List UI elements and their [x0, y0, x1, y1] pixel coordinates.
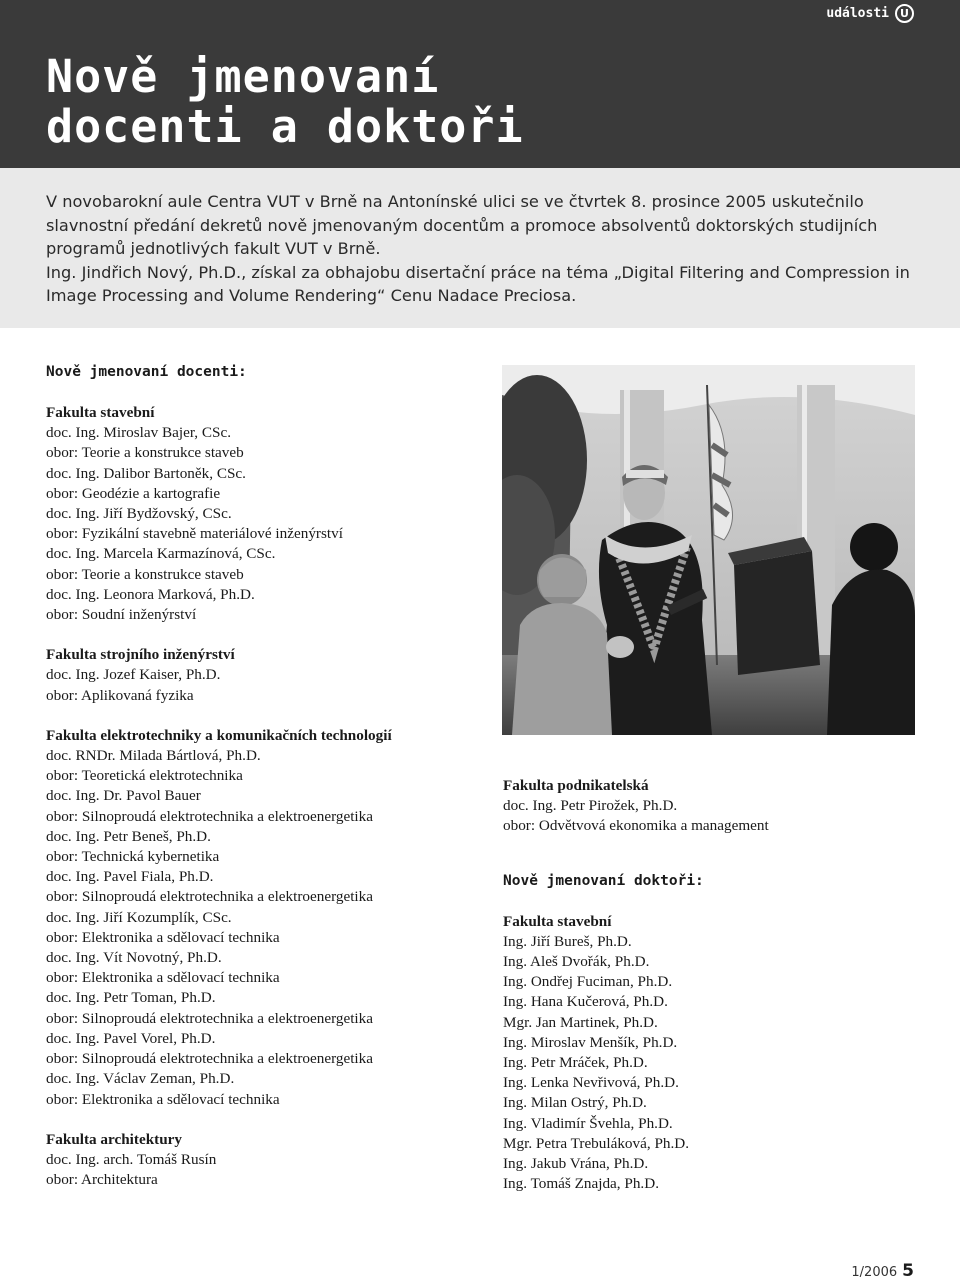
faculty-block: [503, 776, 923, 837]
list-item: doc. Ing. Dr. Pavol Bauer: [46, 787, 201, 805]
list-item: obor: Odvětvová ekonomika a management: [503, 817, 769, 835]
list-item: Ing. Jiří Bureš, Ph.D.: [503, 932, 632, 950]
list-item: Ing. Ondřej Fuciman, Ph.D.: [503, 973, 673, 991]
list-item: doc. Ing. Pavel Fiala, Ph.D.: [46, 868, 214, 886]
university-logo-icon: U: [895, 4, 914, 23]
list-item: doc. Ing. Jozef Kaiser, Ph.D.: [46, 666, 221, 684]
list-item: obor: Teorie a konstrukce staveb: [46, 444, 244, 462]
list-item: obor: Elektronika a sdělovací technika: [46, 928, 280, 946]
docenti-heading: Nově jmenovaní docenti:: [46, 364, 247, 380]
list-item: doc. Ing. Vít Novotný, Ph.D.: [46, 949, 222, 967]
docenti-column: [46, 362, 466, 1210]
list-item: obor: Soudní inženýrství: [46, 606, 197, 624]
intro-text: [46, 190, 926, 308]
list-item: Ing. Aleš Dvořák, Ph.D.: [503, 953, 650, 971]
doktori-column: [503, 776, 923, 1214]
list-item: doc. Ing. Václav Zeman, Ph.D.: [46, 1070, 235, 1088]
list-item: obor: Elektronika a sdělovací technika: [46, 1090, 280, 1108]
intro-paragraph-ceremony: V novobarokní aule Centra VUT v Brně na Antonínské ulici se ve čtvrtek 8. prosince 2005 uskutečnilo slavnostní předání dekretů nově jmenovaným docentům a promoce absolventů doktorských studijních programů jednotlivých fakult VUT v Brně.: [46, 192, 878, 258]
list-item: doc. Ing. Pavel Vorel, Ph.D.: [46, 1029, 216, 1047]
list-item: doc. Ing. Petr Toman, Ph.D.: [46, 989, 216, 1007]
faculty-block: [46, 726, 466, 1110]
list-item: obor: Silnoproudá elektrotechnika a elektroenergetika: [46, 1050, 373, 1068]
list-item: doc. Ing. Marcela Karmazínová, CSc.: [46, 545, 276, 563]
list-item: doc. RNDr. Milada Bártlová, Ph.D.: [46, 747, 261, 765]
list-item: Ing. Hana Kučerová, Ph.D.: [503, 993, 668, 1011]
section-tag: [826, 2, 914, 24]
list-item: doc. Ing. Leonora Marková, Ph.D.: [46, 585, 255, 603]
faculty-block: [46, 403, 466, 625]
faculty-block: [503, 912, 923, 1195]
list-item: obor: Elektronika a sdělovací technika: [46, 969, 280, 987]
list-item: obor: Silnoproudá elektrotechnika a elektroenergetika: [46, 807, 373, 825]
list-item: doc. Ing. Miroslav Bajer, CSc.: [46, 424, 231, 442]
list-item: Mgr. Jan Martinek, Ph.D.: [503, 1013, 658, 1031]
issue-number: 1/2006: [851, 1265, 898, 1280]
list-item: obor: Geodézie a kartografie: [46, 484, 221, 502]
list-item: Ing. Miroslav Menšík, Ph.D.: [503, 1033, 678, 1051]
list-item: obor: Fyzikální stavebně materiálové inženýrství: [46, 525, 343, 543]
faculty-name: Fakulta architektury: [46, 1130, 182, 1148]
list-item: doc. Ing. Jiří Kozumplík, CSc.: [46, 908, 232, 926]
faculty-block: [46, 1130, 466, 1191]
header-band: [0, 0, 960, 168]
faculty-name: Fakulta stavební: [503, 912, 612, 930]
page-title: [46, 52, 524, 152]
list-item: doc. Ing. Dalibor Bartoněk, CSc.: [46, 464, 246, 482]
list-item: obor: Teoretická elektrotechnika: [46, 767, 243, 785]
page-title-line-1: Nově jmenovaní: [46, 50, 440, 103]
faculty-name: Fakulta strojního inženýrství: [46, 646, 235, 664]
intro-paragraph-award: Ing. Jindřich Nový, Ph.D., získal za obhajobu disertační práce na téma „Digital Filtering and Compression in Image Processing and Volume Rendering“ Cenu Nadace Preciosa.: [46, 262, 910, 305]
list-item: obor: Teorie a konstrukce staveb: [46, 565, 244, 583]
list-item: Ing. Tomáš Znajda, Ph.D.: [503, 1175, 659, 1193]
faculty-block: [46, 645, 466, 706]
list-item: obor: Silnoproudá elektrotechnika a elektroenergetika: [46, 888, 373, 906]
list-item: Ing. Jakub Vrána, Ph.D.: [503, 1155, 649, 1173]
list-item: Ing. Petr Mráček, Ph.D.: [503, 1054, 648, 1072]
page-folio: [851, 1261, 914, 1281]
list-item: obor: Architektura: [46, 1171, 158, 1189]
faculty-name: Fakulta podnikatelská: [503, 777, 649, 794]
list-item: doc. Ing. arch. Tomáš Rusín: [46, 1150, 217, 1168]
list-item: obor: Technická kybernetika: [46, 848, 220, 866]
list-item: doc. Ing. Petr Beneš, Ph.D.: [46, 827, 211, 845]
doktori-faculty-list: [503, 912, 923, 1195]
faculty-name: Fakulta elektrotechniky a komunikačních technologií: [46, 726, 392, 744]
list-item: obor: Aplikovaná fyzika: [46, 686, 194, 704]
page-title-line-2: docenti a doktoři: [46, 100, 524, 153]
faculty-name: Fakulta stavební: [46, 404, 155, 421]
list-item: Ing. Vladimír Švehla, Ph.D.: [503, 1114, 673, 1132]
list-item: Ing. Milan Ostrý, Ph.D.: [503, 1094, 647, 1112]
intro-band: [0, 168, 960, 328]
doktori-heading: Nově jmenovaní doktoři:: [503, 872, 704, 889]
list-item: Ing. Lenka Nevřivová, Ph.D.: [503, 1074, 679, 1092]
list-item: Mgr. Petra Trebuláková, Ph.D.: [503, 1134, 690, 1152]
docenti-faculty-list-continued: [503, 776, 923, 837]
list-item: doc. Ing. Jiří Bydžovský, CSc.: [46, 505, 232, 523]
ceremony-photo: [502, 365, 915, 735]
list-item: obor: Silnoproudá elektrotechnika a elektroenergetika: [46, 1009, 373, 1027]
page-number: 5: [902, 1261, 914, 1281]
section-label: události: [826, 5, 889, 21]
docenti-faculty-list: [46, 403, 466, 1190]
list-item: doc. Ing. Petr Pirožek, Ph.D.: [503, 797, 678, 815]
